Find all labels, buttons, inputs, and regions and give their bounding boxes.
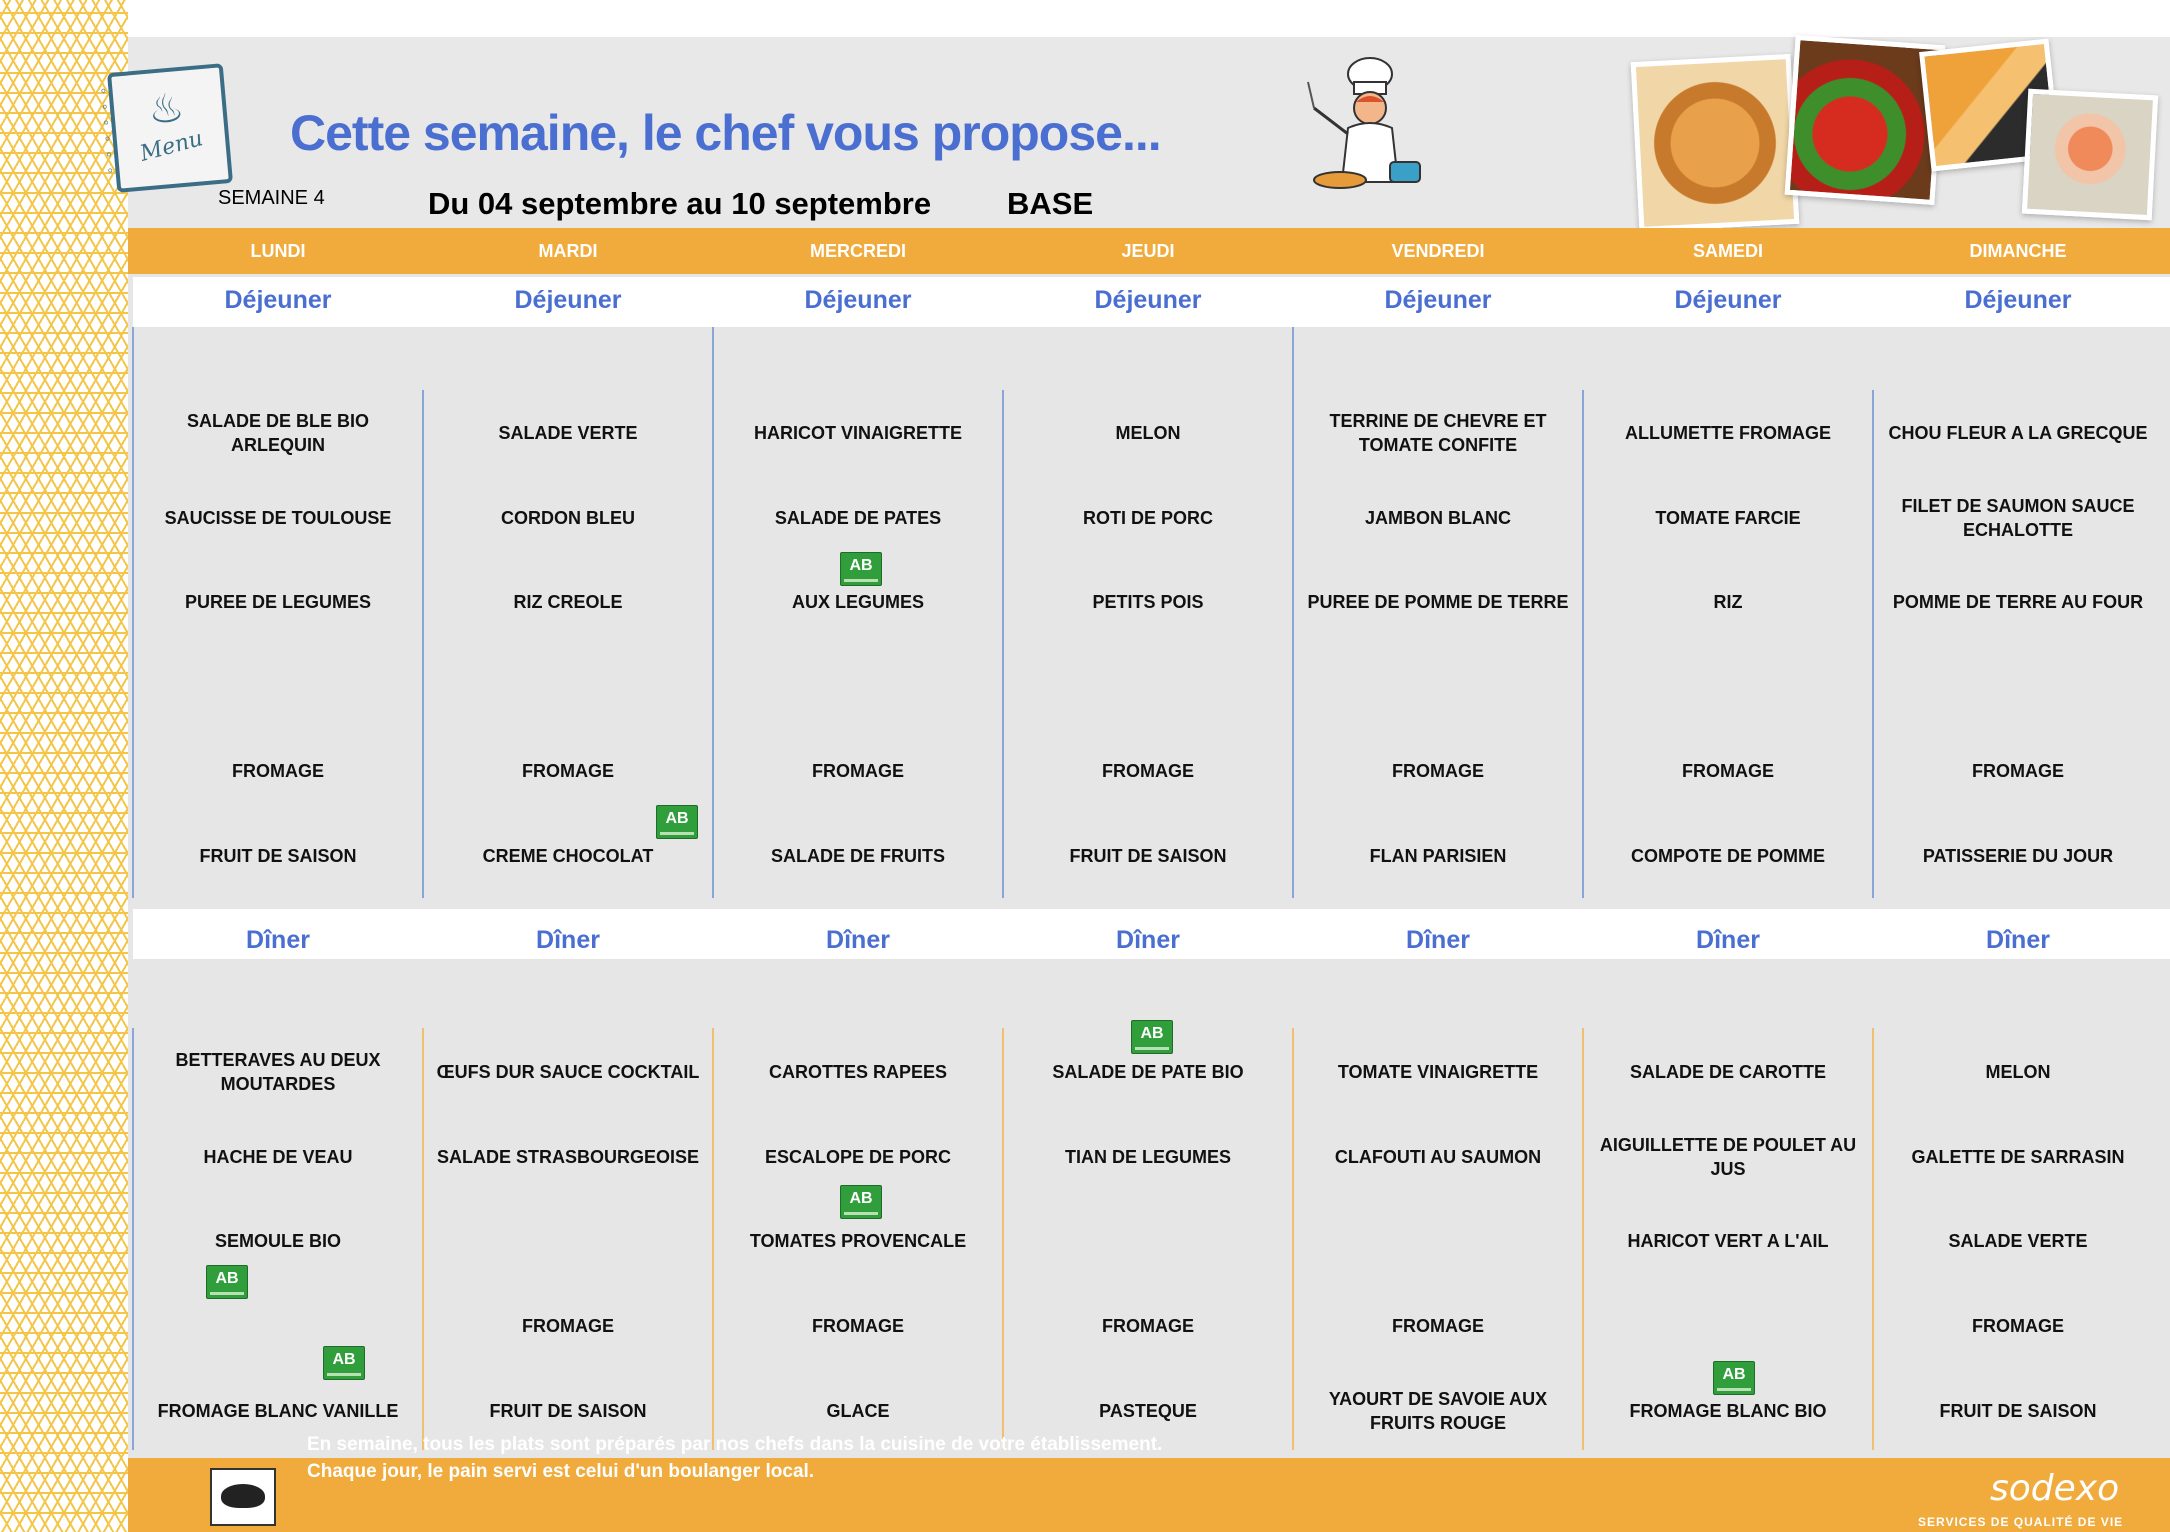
lunch-dish: FILET DE SAUMON SAUCE ECHALOTTE bbox=[1901, 496, 2135, 540]
lunch-dish: JAMBON BLANC bbox=[1365, 508, 1511, 528]
lunch-dish: CORDON BLEU bbox=[501, 508, 635, 528]
dinner-dish: FROMAGE bbox=[812, 1316, 904, 1336]
organic-ab-icon: AB bbox=[840, 552, 882, 586]
lunch-label: Déjeuner bbox=[1094, 286, 1202, 314]
organic-ab-icon: AB bbox=[323, 1346, 365, 1380]
dinner-dish: SEMOULE BIO bbox=[214, 1231, 341, 1251]
lunch-dish: SAUCISSE DE TOULOUSE bbox=[164, 508, 392, 528]
lunch-dish: SALADE DE FRUITS bbox=[770, 846, 945, 866]
lunch-column-separator bbox=[422, 390, 424, 898]
spiral-rings: ◦ ◦ ◦ ◦ ◦ ◦ bbox=[99, 82, 114, 180]
lunch-dish: FROMAGE bbox=[1972, 761, 2064, 781]
dinner-dish: FROMAGE bbox=[1102, 1316, 1194, 1336]
organic-ab-icon: AB bbox=[1713, 1361, 1755, 1395]
dinner-dish: AIGUILLETTE DE POULET AU JUS bbox=[1599, 1135, 1857, 1179]
lunch-dish: FROMAGE bbox=[232, 761, 324, 781]
lunch-dish: FRUIT DE SAISON bbox=[199, 846, 357, 866]
sodexo-tagline: SERVICES DE QUALITÉ DE VIE bbox=[1918, 1515, 2124, 1529]
chef-illustration bbox=[1290, 52, 1440, 212]
lunch-dish: SALADE VERTE bbox=[498, 423, 638, 443]
organic-ab-icon: AB bbox=[1131, 1020, 1173, 1054]
dinner-dish: BETTERAVES AU DEUX MOUTARDES bbox=[175, 1050, 381, 1094]
lunch-dish: ROTI DE PORC bbox=[1082, 508, 1213, 528]
day-header-lundi: LUNDI bbox=[250, 241, 306, 261]
lunch-dish: PATISSERIE DU JOUR bbox=[1922, 846, 2114, 866]
lunch-column-separator bbox=[712, 327, 714, 898]
lunch-dish: RIZ bbox=[1713, 592, 1743, 612]
dinner-dish: CLAFOUTI AU SAUMON bbox=[1334, 1147, 1542, 1167]
dinner-dish: FROMAGE bbox=[1972, 1316, 2064, 1336]
lunch-dish: CHOU FLEUR A LA GRECQUE bbox=[1888, 423, 2148, 443]
dinner-dish: SALADE DE CAROTTE bbox=[1629, 1062, 1826, 1082]
dinner-column-separator bbox=[1002, 1028, 1004, 1450]
day-header-vendredi: VENDREDI bbox=[1391, 241, 1485, 261]
dinner-dish: TIAN DE LEGUMES bbox=[1064, 1147, 1231, 1167]
lunch-dish: FROMAGE bbox=[522, 761, 614, 781]
dinner-dish: FROMAGE bbox=[522, 1316, 614, 1336]
dinner-label: Dîner bbox=[826, 926, 890, 954]
lunch-column-separator bbox=[1872, 390, 1874, 898]
dinner-dish: FRUIT DE SAISON bbox=[1939, 1401, 2097, 1421]
dinner-dish: YAOURT DE SAVOIE AUX FRUITS ROUGE bbox=[1328, 1389, 1548, 1433]
day-header-dimanche: DIMANCHE bbox=[1969, 241, 2067, 261]
lunch-column-separator bbox=[1002, 390, 1004, 898]
lunch-dish: FROMAGE bbox=[1102, 761, 1194, 781]
lunch-column-separator bbox=[1582, 390, 1584, 898]
dinner-column-separator bbox=[422, 1028, 424, 1450]
dinner-dish: PASTEQUE bbox=[1099, 1401, 1197, 1421]
dinner-label: Dîner bbox=[1696, 926, 1760, 954]
dinner-dish: FRUIT DE SAISON bbox=[489, 1401, 647, 1421]
lunch-dish: FROMAGE bbox=[1392, 761, 1484, 781]
lunch-label: Déjeuner bbox=[804, 286, 912, 314]
day-header-mercredi: MERCREDI bbox=[809, 241, 906, 261]
lunch-dish: RIZ CREOLE bbox=[513, 592, 623, 612]
menu-notepad-icon bbox=[99, 63, 233, 193]
lunch-dish: FROMAGE bbox=[1682, 761, 1774, 781]
dinner-dish: HACHE DE VEAU bbox=[203, 1147, 353, 1167]
dinner-column-separator bbox=[132, 1028, 134, 1450]
dinner-dish: CAROTTES RAPEES bbox=[768, 1062, 948, 1082]
lunch-dish: SALADE DE PATES bbox=[774, 508, 942, 528]
menu-type: BASE bbox=[1007, 186, 1094, 221]
lunch-dish: FLAN PARISIEN bbox=[1369, 846, 1507, 866]
lunch-dish: POMME DE TERRE AU FOUR bbox=[1892, 592, 2144, 612]
day-header-jeudi: JEUDI bbox=[1121, 241, 1175, 261]
dinner-label: Dîner bbox=[246, 926, 310, 954]
dinner-dish: GLACE bbox=[826, 1401, 890, 1421]
lunch-dish: PETITS POIS bbox=[1092, 592, 1204, 612]
lunch-dish: SALADE DE BLE BIO ARLEQUIN bbox=[186, 411, 369, 455]
dinner-dish: HARICOT VERT A L'AIL bbox=[1627, 1231, 1829, 1251]
lunch-dish: FROMAGE bbox=[812, 761, 904, 781]
organic-ab-icon: AB bbox=[656, 805, 698, 839]
lunch-dish: HARICOT VINAIGRETTE bbox=[753, 423, 962, 443]
sodexo-logo: sodexo bbox=[1990, 1468, 2120, 1509]
lunch-dish: CREME CHOCOLAT bbox=[482, 846, 654, 866]
dinner-dish: FROMAGE BLANC BIO bbox=[1629, 1401, 1827, 1421]
date-range: Du 04 septembre au 10 septembre bbox=[428, 186, 932, 221]
dinner-column-separator bbox=[1292, 1028, 1294, 1450]
dinner-label: Dîner bbox=[1986, 926, 2050, 954]
day-header-mardi: MARDI bbox=[538, 241, 598, 261]
page-title: Cette semaine, le chef vous propose... bbox=[290, 105, 1161, 161]
lunch-label: Déjeuner bbox=[1384, 286, 1492, 314]
lunch-dish: ALLUMETTE FROMAGE bbox=[1625, 423, 1831, 443]
dinner-label: Dîner bbox=[1406, 926, 1470, 954]
lunch-dish: MELON bbox=[1115, 423, 1181, 443]
footer-note-bread: Chaque jour, le pain servi est celui d'un boulanger local. bbox=[307, 1461, 815, 1482]
menu-icon-label: Menu bbox=[137, 126, 206, 167]
lunch-dish: TOMATE FARCIE bbox=[1655, 508, 1801, 528]
dinner-dish: SALADE STRASBOURGEOISE bbox=[436, 1147, 700, 1167]
photo-shrimp bbox=[2022, 89, 2158, 221]
lunch-label: Déjeuner bbox=[1964, 286, 2072, 314]
lunch-label: Déjeuner bbox=[514, 286, 622, 314]
lunch-column-separator bbox=[132, 327, 134, 898]
dinner-dish: GALETTE DE SARRASIN bbox=[1911, 1147, 2125, 1167]
lunch-label: Déjeuner bbox=[224, 286, 332, 314]
lunch-label: Déjeuner bbox=[1674, 286, 1782, 314]
lunch-column-separator bbox=[1292, 327, 1294, 898]
dinner-dish: TOMATES PROVENCALE bbox=[749, 1231, 967, 1251]
dinner-dish: ŒUFS DUR SAUCE COCKTAIL bbox=[436, 1062, 700, 1082]
lunch-dish: FRUIT DE SAISON bbox=[1069, 846, 1227, 866]
decorative-pattern bbox=[0, 0, 128, 1532]
footer-note-kitchen: En semaine, tous les plats sont préparés par nos chefs dans la cuisine de votre établissement. bbox=[307, 1434, 1163, 1455]
lunch-dish: COMPOTE DE POMME bbox=[1630, 846, 1825, 866]
dinner-dish: ESCALOPE DE PORC bbox=[764, 1147, 952, 1167]
dinner-label: Dîner bbox=[536, 926, 600, 954]
dinner-dish: FROMAGE bbox=[1392, 1316, 1484, 1336]
dinner-dish: MELON bbox=[1985, 1062, 2051, 1082]
dinner-dish: SALADE DE PATE BIO bbox=[1052, 1062, 1244, 1082]
photo-tart bbox=[1631, 54, 1800, 232]
dinner-column-separator bbox=[712, 1028, 714, 1450]
day-header-samedi: SAMEDI bbox=[1692, 241, 1763, 261]
dinner-dish: FROMAGE BLANC VANILLE bbox=[157, 1401, 399, 1421]
lunch-dish: TERRINE DE CHEVRE ET TOMATE CONFITE bbox=[1329, 411, 1547, 455]
dinner-column-separator bbox=[1872, 1028, 1874, 1450]
bread-icon bbox=[210, 1468, 276, 1526]
organic-ab-icon: AB bbox=[840, 1185, 882, 1219]
lunch-dish: PUREE DE LEGUMES bbox=[184, 592, 372, 612]
dinner-dish: SALADE VERTE bbox=[1948, 1231, 2088, 1251]
week-number: SEMAINE 4 bbox=[218, 187, 325, 209]
organic-ab-icon: AB bbox=[206, 1265, 248, 1299]
dinner-dish: TOMATE VINAIGRETTE bbox=[1337, 1062, 1539, 1082]
cloche-icon: ♨ bbox=[146, 85, 187, 133]
lunch-dish: PUREE DE POMME DE TERRE bbox=[1307, 592, 1569, 612]
dinner-column-separator bbox=[1582, 1028, 1584, 1450]
dinner-label: Dîner bbox=[1116, 926, 1180, 954]
lunch-dish: AUX LEGUMES bbox=[791, 592, 924, 612]
